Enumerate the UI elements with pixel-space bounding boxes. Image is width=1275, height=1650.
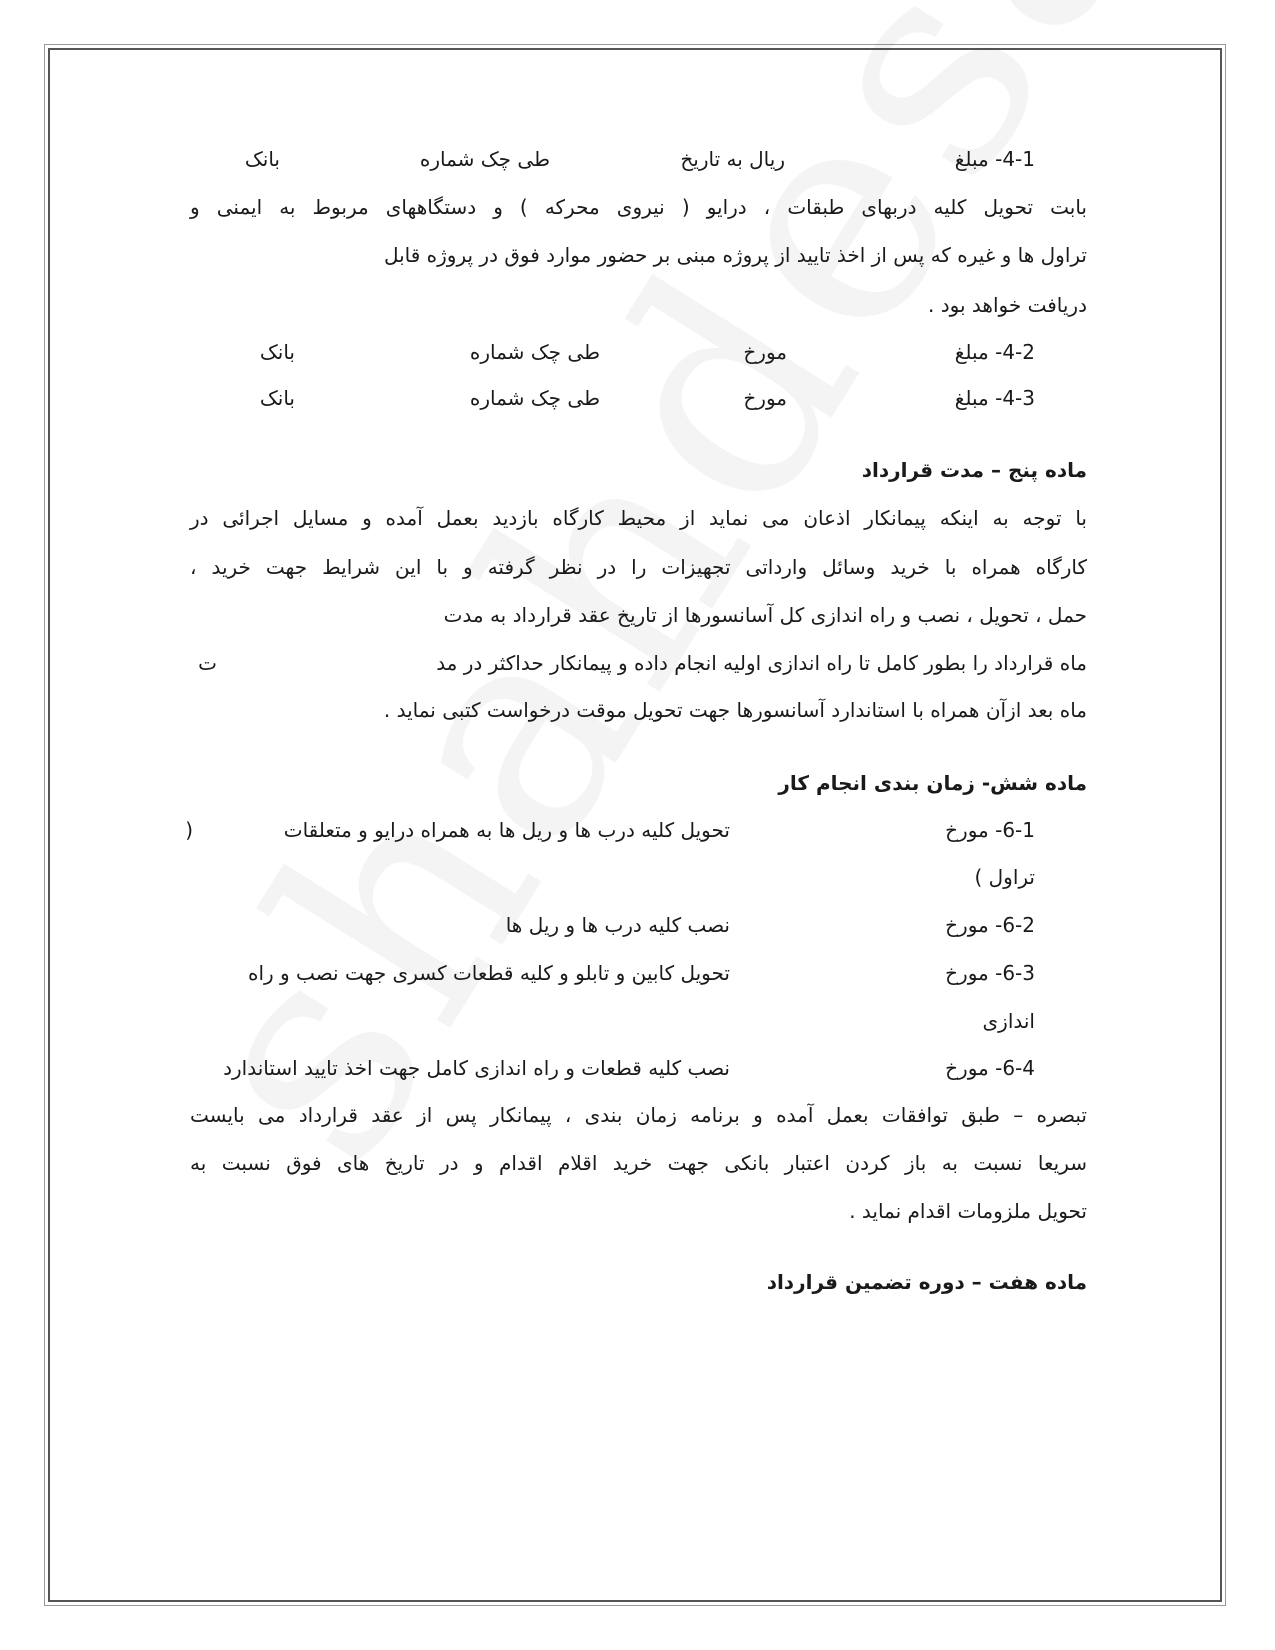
payment-1-desc-line-2: تراول ها و غیره که پس از اخذ تایید از پروژه مبنی بر حضور موارد فوق در پروژه قابل <box>383 243 1087 267</box>
payment-2-check-label: طی چک شماره <box>469 340 600 364</box>
payment-1-check-label: طی چک شماره <box>419 147 550 171</box>
payment-3-bank-label: بانک <box>259 386 295 410</box>
payment-3-check-label: طی چک شماره <box>469 386 600 410</box>
section-5-line-4-tail: ت <box>198 651 217 675</box>
section-5-line-5: ماه بعد ازآن همراه با استاندارد آسانسورها جهت تحویل موقت درخواست کتبی نماید . <box>383 698 1087 722</box>
schedule-1-continuation: تراول ) <box>974 865 1035 889</box>
payment-1-amount: 4-1- مبلغ <box>954 147 1035 171</box>
schedule-2-number: 6-2- مورخ <box>945 913 1035 937</box>
section-5-line-2: کارگاه همراه با خرید وسائل وارداتی تجهیزات را در نظر گرفته و با این شرایط جهت خرید ، <box>190 555 1087 579</box>
section-5-line-1: با توجه به اینکه پیمانکار اذعان می نماید از محیط کارگاه بازدید بعمل آمده و مسایل اجرائی در <box>190 506 1087 530</box>
payment-1-date-label: ریال به تاریخ <box>680 147 785 171</box>
schedule-4-number: 6-4- مورخ <box>945 1056 1035 1080</box>
payment-2-date-label: مورخ <box>743 340 787 364</box>
payment-2-bank-label: بانک <box>259 340 295 364</box>
note-line-2: سریعا نسبت به باز کردن اعتبار بانکی جهت خرید اقلام اقدام و در تاریخ های فوق نسبت به <box>190 1151 1087 1175</box>
section-5-line-3: حمل ، تحویل ، نصب و راه اندازی کل آسانسورها از تاریخ عقد قرارداد به مدت <box>443 603 1087 627</box>
section-5-line-4: ماه قرارداد را بطور کامل تا راه اندازی اولیه انجام داده و پیمانکار حداکثر در مد <box>436 651 1087 675</box>
payment-1-desc-line-3: دریافت خواهد بود . <box>928 293 1087 317</box>
payment-1-desc-line-1: بابت تحویل کلیه دربهای طبقات ، درایو ( نیروی محرکه ) و دستگاههای مربوط به ایمنی و <box>190 195 1087 219</box>
payment-3-amount: 4-3- مبلغ <box>954 386 1035 410</box>
section-5-heading: ماده پنج – مدت قرارداد <box>861 458 1087 482</box>
payment-3-date-label: مورخ <box>743 386 787 410</box>
payment-1-bank-label: بانک <box>244 147 280 171</box>
note-line-1: تبصره – طبق توافقات بعمل آمده و برنامه زمان بندی ، پیمانکار پس از عقد قرارداد می بایست <box>190 1103 1087 1127</box>
schedule-4-text: نصب کلیه قطعات و راه اندازی کامل جهت اخذ تایید استاندارد <box>223 1056 730 1080</box>
section-6-heading: ماده شش- زمان بندی انجام کار <box>778 771 1087 795</box>
schedule-2-text: نصب کلیه درب ها و ریل ها <box>505 913 730 937</box>
schedule-3-number: 6-3- مورخ <box>945 961 1035 985</box>
section-7-heading: ماده هفت – دوره تضمین قرارداد <box>766 1270 1087 1294</box>
payment-2-amount: 4-2- مبلغ <box>954 340 1035 364</box>
schedule-1-paren: ( <box>185 818 193 842</box>
schedule-1-number: 6-1- مورخ <box>945 818 1035 842</box>
note-line-3: تحویل ملزومات اقدام نماید . <box>849 1199 1087 1223</box>
schedule-1-text: تحویل کلیه درب ها و ریل ها به همراه درایو و متعلقات <box>283 818 730 842</box>
schedule-3-text: تحویل کابین و تابلو و کلیه قطعات کسری جهت نصب و راه <box>247 961 730 985</box>
schedule-3-continuation: اندازی <box>982 1009 1035 1033</box>
